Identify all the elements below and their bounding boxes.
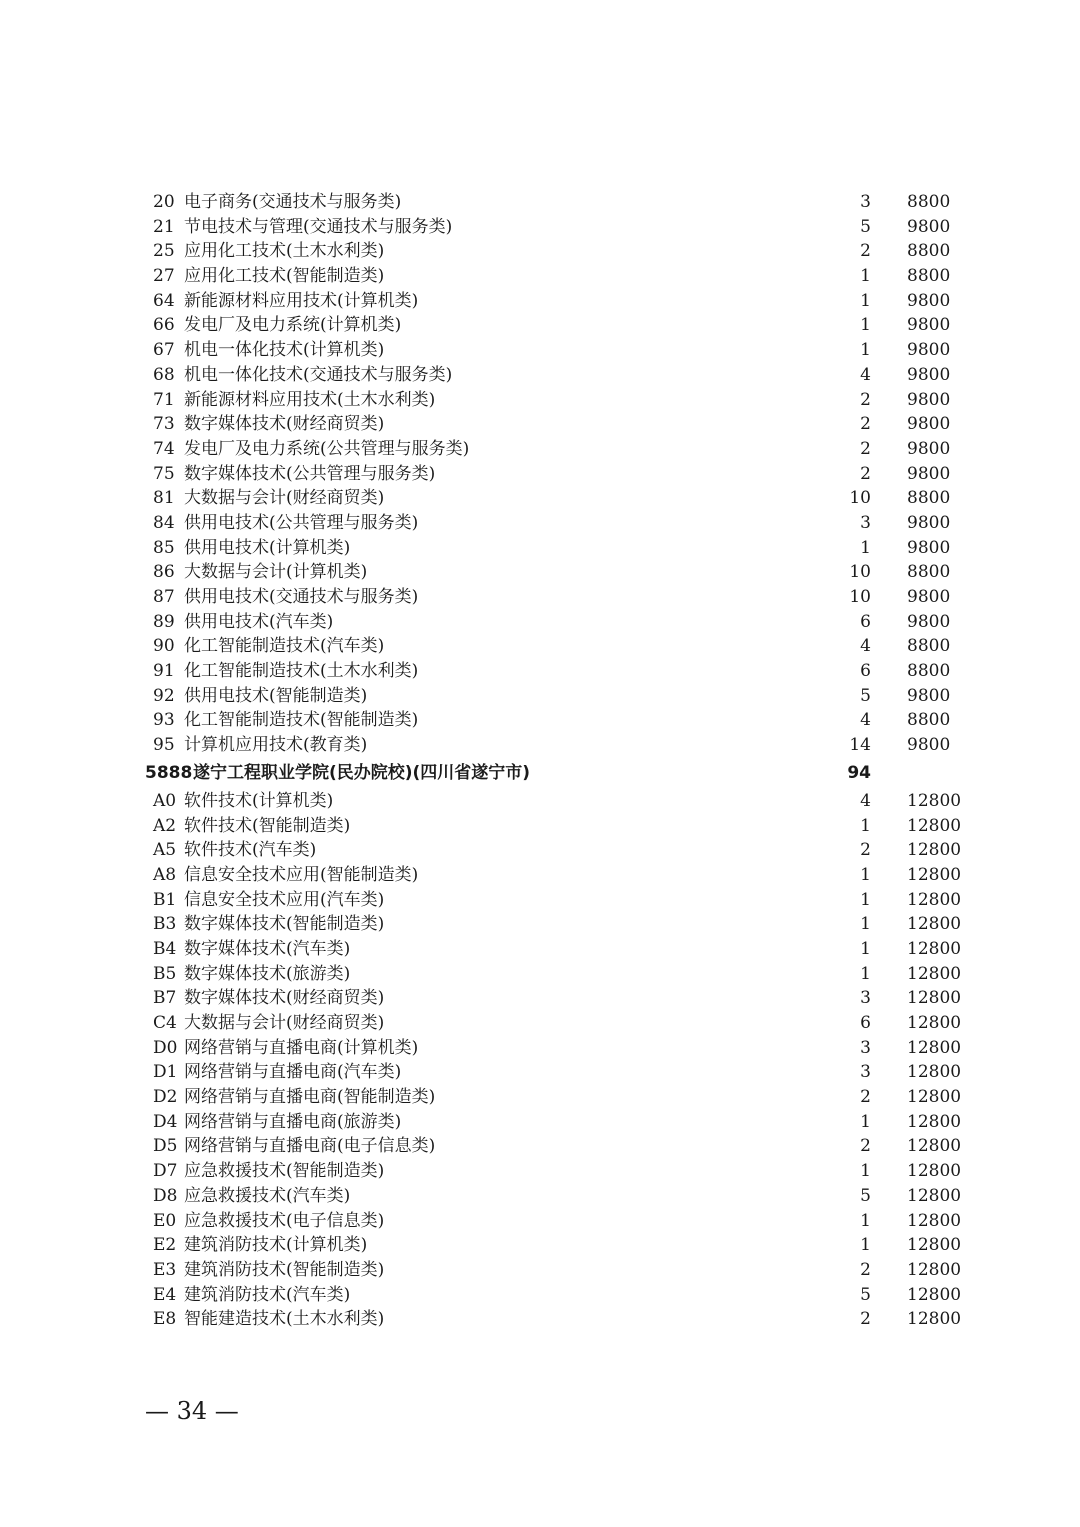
program-name: 数字媒体技术(财经商贸类) xyxy=(184,988,385,1009)
tuition-fee: 9800 xyxy=(907,537,951,558)
program-code: B1 xyxy=(153,889,177,910)
enrollment-count: 1 xyxy=(860,340,871,361)
program-code: E2 xyxy=(153,1235,177,1256)
program-code: 68 xyxy=(153,364,175,385)
enrollment-count: 2 xyxy=(860,840,871,861)
program-row xyxy=(0,239,1080,264)
program-code: D4 xyxy=(153,1111,178,1132)
tuition-fee: 9800 xyxy=(907,685,951,706)
program-code: D8 xyxy=(153,1185,178,1206)
program-row xyxy=(0,264,1080,289)
program-code: A0 xyxy=(153,790,177,811)
program-code: 64 xyxy=(153,290,175,311)
program-row xyxy=(0,814,1080,839)
program-name: 应用化工技术(智能制造类) xyxy=(184,266,385,287)
tuition-fee: 8800 xyxy=(907,241,951,262)
program-code: 81 xyxy=(153,488,175,509)
tuition-fee: 12800 xyxy=(907,1259,962,1280)
program-name: 数字媒体技术(智能制造类) xyxy=(184,914,385,935)
program-row xyxy=(0,1159,1080,1184)
program-name: 信息安全技术应用(汽车类) xyxy=(184,889,385,910)
program-code: B7 xyxy=(153,988,177,1009)
program-row xyxy=(0,437,1080,462)
enrollment-count: 10 xyxy=(849,587,871,607)
program-row xyxy=(0,634,1080,659)
enrollment-count: 1 xyxy=(860,938,871,959)
program-code: 25 xyxy=(153,241,175,262)
tuition-fee: 12800 xyxy=(907,938,962,959)
program-code: D5 xyxy=(153,1136,178,1157)
tuition-fee: 12800 xyxy=(907,864,962,885)
program-row xyxy=(0,363,1080,388)
program-code: 86 xyxy=(153,562,175,583)
program-name: 应急救援技术(智能制造类) xyxy=(184,1161,385,1182)
program-code: A8 xyxy=(153,864,177,885)
program-name: 大数据与会计(财经商贸类) xyxy=(184,488,385,509)
program-row xyxy=(0,684,1080,709)
program-code: E0 xyxy=(153,1210,177,1231)
program-row xyxy=(0,659,1080,684)
tuition-fee: 9800 xyxy=(907,587,951,607)
program-code: E4 xyxy=(153,1284,177,1305)
program-code: 67 xyxy=(153,340,175,361)
program-row xyxy=(0,215,1080,240)
program-name: 新能源材料应用技术(计算机类) xyxy=(184,290,419,311)
program-name: 大数据与会计(计算机类) xyxy=(184,562,368,583)
program-code: 75 xyxy=(153,463,175,484)
enrollment-count: 10 xyxy=(849,488,871,509)
enrollment-count: 2 xyxy=(860,241,871,262)
program-row xyxy=(0,1209,1080,1234)
program-name: 数字媒体技术(汽车类) xyxy=(184,938,351,959)
enrollment-count: 1 xyxy=(860,864,871,885)
enrollment-count: 4 xyxy=(860,710,871,731)
program-row xyxy=(0,1134,1080,1159)
tuition-fee: 12800 xyxy=(907,1309,962,1330)
program-row xyxy=(0,863,1080,888)
program-name: 化工智能制造技术(土木水利类) xyxy=(184,661,419,682)
program-row xyxy=(0,313,1080,338)
program-code: A2 xyxy=(153,815,177,836)
enrollment-count: 3 xyxy=(860,988,871,1009)
tuition-fee: 12800 xyxy=(907,1185,962,1206)
program-name: 建筑消防技术(计算机类) xyxy=(184,1235,368,1256)
enrollment-count: 3 xyxy=(860,512,871,533)
program-name: 数字媒体技术(旅游类) xyxy=(184,963,351,984)
program-code: B3 xyxy=(153,914,177,935)
tuition-fee: 12800 xyxy=(907,963,962,984)
enrollment-count: 14 xyxy=(849,735,871,756)
tuition-fee: 9800 xyxy=(907,364,951,385)
program-name: 网络营销与直播电商(汽车类) xyxy=(184,1062,402,1083)
tuition-fee: 9800 xyxy=(907,414,951,435)
tuition-fee: 12800 xyxy=(907,914,962,935)
program-name: 软件技术(智能制造类) xyxy=(184,815,351,836)
program-code: 71 xyxy=(153,389,175,410)
program-name: 大数据与会计(财经商贸类) xyxy=(184,1013,385,1033)
tuition-fee: 9800 xyxy=(907,735,951,756)
tuition-fee: 9800 xyxy=(907,611,951,632)
enrollment-count: 1 xyxy=(860,1161,871,1182)
tuition-fee: 8800 xyxy=(907,710,951,731)
program-name: 数字媒体技术(公共管理与服务类) xyxy=(184,463,436,484)
program-code: 89 xyxy=(153,611,175,632)
enrollment-count: 1 xyxy=(860,315,871,336)
program-row xyxy=(0,937,1080,962)
enrollment-count: 1 xyxy=(860,1235,871,1256)
program-code: B4 xyxy=(153,938,177,959)
program-code: 92 xyxy=(153,685,175,706)
school-code: 5888 xyxy=(145,762,193,783)
tuition-fee: 8800 xyxy=(907,488,951,509)
program-code: B5 xyxy=(153,963,177,984)
tuition-fee: 12800 xyxy=(907,840,962,861)
program-name: 电子商务(交通技术与服务类) xyxy=(184,192,402,212)
program-name: 节电技术与管理(交通技术与服务类) xyxy=(184,216,453,237)
program-name: 计算机应用技术(教育类) xyxy=(184,735,368,756)
program-code: 20 xyxy=(153,192,175,212)
program-name: 建筑消防技术(智能制造类) xyxy=(184,1259,385,1280)
enrollment-count: 1 xyxy=(860,290,871,311)
program-row xyxy=(0,610,1080,635)
program-name: 机电一体化技术(计算机类) xyxy=(184,340,385,361)
tuition-fee: 12800 xyxy=(907,1037,962,1058)
program-name: 化工智能制造技术(智能制造类) xyxy=(184,710,419,731)
enrollment-count: 1 xyxy=(860,1111,871,1132)
program-name: 网络营销与直播电商(智能制造类) xyxy=(184,1087,436,1108)
enrollment-count: 2 xyxy=(860,1259,871,1280)
tuition-fee: 9800 xyxy=(907,340,951,361)
program-code: 73 xyxy=(153,414,175,435)
program-name: 机电一体化技术(交通技术与服务类) xyxy=(184,364,453,385)
program-row xyxy=(0,962,1080,987)
enrollment-count: 1 xyxy=(860,537,871,558)
enrollment-count: 1 xyxy=(860,963,871,984)
program-code: D0 xyxy=(153,1037,178,1058)
tuition-fee: 12800 xyxy=(907,1161,962,1182)
program-list-school xyxy=(0,789,1080,1332)
program-row xyxy=(0,1060,1080,1085)
enrollment-count: 2 xyxy=(860,1136,871,1157)
tuition-fee: 8800 xyxy=(907,562,951,583)
tuition-fee: 12800 xyxy=(907,1111,962,1132)
tuition-fee: 9800 xyxy=(907,438,951,459)
enrollment-count: 3 xyxy=(860,1062,871,1083)
program-code: 93 xyxy=(153,710,175,731)
enrollment-table xyxy=(0,190,1080,1332)
program-row xyxy=(0,536,1080,561)
enrollment-count: 3 xyxy=(860,1037,871,1058)
program-name: 供用电技术(交通技术与服务类) xyxy=(184,587,419,607)
tuition-fee: 12800 xyxy=(907,1013,962,1033)
tuition-fee: 12800 xyxy=(907,790,962,811)
program-row xyxy=(0,888,1080,913)
tuition-fee: 12800 xyxy=(907,1284,962,1305)
school-header-row xyxy=(0,758,1080,789)
program-row xyxy=(0,486,1080,511)
program-name: 应用化工技术(土木水利类) xyxy=(184,241,385,262)
program-row xyxy=(0,1233,1080,1258)
program-row xyxy=(0,789,1080,814)
program-row xyxy=(0,511,1080,536)
tuition-fee: 8800 xyxy=(907,266,951,287)
program-code: E3 xyxy=(153,1259,177,1280)
program-code: 74 xyxy=(153,438,175,459)
tuition-fee: 8800 xyxy=(907,661,951,682)
tuition-fee: 9800 xyxy=(907,512,951,533)
enrollment-count: 3 xyxy=(860,192,871,212)
program-row xyxy=(0,1036,1080,1061)
program-name: 数字媒体技术(财经商贸类) xyxy=(184,414,385,435)
tuition-fee: 9800 xyxy=(907,290,951,311)
program-row xyxy=(0,338,1080,363)
school-total-count: 94 xyxy=(847,762,871,783)
program-name: 供用电技术(汽车类) xyxy=(184,611,334,632)
program-name: 软件技术(汽车类) xyxy=(184,840,317,861)
tuition-fee: 8800 xyxy=(907,636,951,657)
program-name: 网络营销与直播电商(电子信息类) xyxy=(184,1136,436,1157)
program-code: 27 xyxy=(153,266,175,287)
program-code: D1 xyxy=(153,1062,178,1083)
program-code: 91 xyxy=(153,661,175,682)
program-row xyxy=(0,1085,1080,1110)
enrollment-count: 2 xyxy=(860,414,871,435)
program-name: 软件技术(计算机类) xyxy=(184,790,334,811)
enrollment-count: 4 xyxy=(860,636,871,657)
program-row xyxy=(0,1184,1080,1209)
enrollment-count: 2 xyxy=(860,438,871,459)
program-code: D7 xyxy=(153,1161,178,1182)
enrollment-count: 5 xyxy=(860,685,871,706)
tuition-fee: 9800 xyxy=(907,315,951,336)
enrollment-count: 5 xyxy=(860,216,871,237)
page-number: — 34 — xyxy=(145,1397,239,1425)
program-code: 21 xyxy=(153,216,175,237)
program-row xyxy=(0,708,1080,733)
program-code: A5 xyxy=(153,840,177,861)
enrollment-count: 6 xyxy=(860,661,871,682)
enrollment-count: 6 xyxy=(860,1013,871,1033)
program-code: 85 xyxy=(153,537,175,558)
tuition-fee: 9800 xyxy=(907,216,951,237)
program-name: 新能源材料应用技术(土木水利类) xyxy=(184,389,436,410)
program-row xyxy=(0,912,1080,937)
program-row xyxy=(0,412,1080,437)
program-row xyxy=(0,1110,1080,1135)
program-name: 发电厂及电力系统(计算机类) xyxy=(184,315,402,336)
tuition-fee: 12800 xyxy=(907,1136,962,1157)
program-row xyxy=(0,986,1080,1011)
enrollment-count: 4 xyxy=(860,364,871,385)
enrollment-count: 10 xyxy=(849,562,871,583)
enrollment-count: 2 xyxy=(860,463,871,484)
program-name: 发电厂及电力系统(公共管理与服务类) xyxy=(184,438,470,459)
enrollment-count: 1 xyxy=(860,889,871,910)
program-name: 信息安全技术应用(智能制造类) xyxy=(184,864,419,885)
program-row xyxy=(0,1307,1080,1332)
program-code: 66 xyxy=(153,315,175,336)
program-row xyxy=(0,1283,1080,1308)
program-name: 供用电技术(智能制造类) xyxy=(184,685,368,706)
program-row xyxy=(0,1011,1080,1036)
enrollment-count: 2 xyxy=(860,1309,871,1330)
tuition-fee: 9800 xyxy=(907,389,951,410)
enrollment-count: 1 xyxy=(860,266,871,287)
program-row xyxy=(0,838,1080,863)
tuition-fee: 12800 xyxy=(907,988,962,1009)
program-code: D2 xyxy=(153,1087,178,1108)
enrollment-count: 5 xyxy=(860,1185,871,1206)
program-row xyxy=(0,190,1080,215)
enrollment-count: 1 xyxy=(860,815,871,836)
tuition-fee: 12800 xyxy=(907,889,962,910)
program-code: C4 xyxy=(153,1013,177,1033)
program-list-continued xyxy=(0,190,1080,758)
program-name: 智能建造技术(土木水利类) xyxy=(184,1309,385,1330)
program-row xyxy=(0,289,1080,314)
program-name: 化工智能制造技术(汽车类) xyxy=(184,636,385,657)
tuition-fee: 9800 xyxy=(907,463,951,484)
tuition-fee: 8800 xyxy=(907,192,951,212)
school-name: 遂宁工程职业学院(民办院校)(四川省遂宁市) xyxy=(193,762,531,783)
tuition-fee: 12800 xyxy=(907,1087,962,1108)
program-code: 90 xyxy=(153,636,175,657)
program-name: 应急救援技术(电子信息类) xyxy=(184,1210,385,1231)
enrollment-count: 6 xyxy=(860,611,871,632)
enrollment-count: 1 xyxy=(860,914,871,935)
tuition-fee: 12800 xyxy=(907,1235,962,1256)
tuition-fee: 12800 xyxy=(907,1062,962,1083)
program-name: 网络营销与直播电商(计算机类) xyxy=(184,1037,419,1058)
program-code: 95 xyxy=(153,735,175,756)
program-row xyxy=(0,585,1080,610)
program-name: 建筑消防技术(汽车类) xyxy=(184,1284,351,1305)
program-code: 87 xyxy=(153,587,175,607)
program-row xyxy=(0,1258,1080,1283)
program-code: E8 xyxy=(153,1309,177,1330)
program-row xyxy=(0,462,1080,487)
enrollment-count: 2 xyxy=(860,389,871,410)
enrollment-count: 1 xyxy=(860,1210,871,1231)
program-code: 84 xyxy=(153,512,175,533)
program-row xyxy=(0,560,1080,585)
program-row xyxy=(0,388,1080,413)
program-row xyxy=(0,733,1080,758)
tuition-fee: 12800 xyxy=(907,815,962,836)
enrollment-count: 2 xyxy=(860,1087,871,1108)
enrollment-count: 5 xyxy=(860,1284,871,1305)
program-name: 网络营销与直播电商(旅游类) xyxy=(184,1111,402,1132)
program-name: 供用电技术(计算机类) xyxy=(184,537,351,558)
enrollment-count: 4 xyxy=(860,790,871,811)
program-name: 应急救援技术(汽车类) xyxy=(184,1185,351,1206)
program-name: 供用电技术(公共管理与服务类) xyxy=(184,512,419,533)
tuition-fee: 12800 xyxy=(907,1210,962,1231)
